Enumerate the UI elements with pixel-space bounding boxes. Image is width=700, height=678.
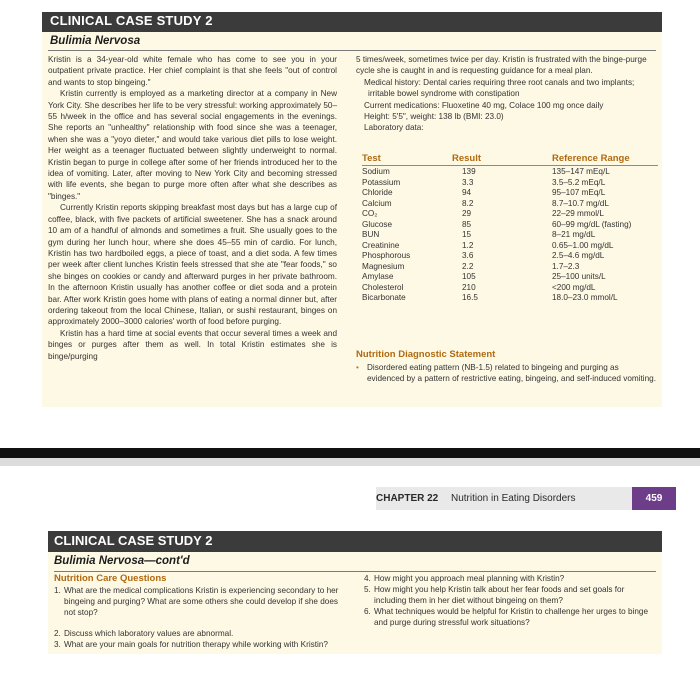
lab-reference-range: 8.7–10.7 mg/dL [552, 198, 609, 208]
lab-result: 2.2 [462, 261, 474, 271]
lab-test-name: Bicarbonate [362, 293, 406, 302]
chapter-label: CHAPTER 22 [376, 493, 439, 504]
narrative-paragraph: 5 times/week, sometimes twice per day. Kristin is frustrated with the binge-purge cycle she is caught in and is requesting guidance for a meal plan. [356, 55, 647, 76]
lab-result: 29 [462, 209, 472, 218]
lab-data-table [362, 153, 658, 304]
height-weight: Height: 5'5", weight: 138 lb (BMI: 23.0) [364, 112, 504, 122]
column-header-result: Result [440, 153, 552, 166]
table-row [362, 166, 658, 178]
table-header-row [362, 153, 658, 166]
divider [54, 571, 656, 572]
lab-reference-range: 95–107 mEq/L [552, 188, 606, 197]
lab-result: 1.2 [462, 240, 474, 250]
case-study-continued-title: CLINICAL CASE STUDY 2 [54, 533, 213, 548]
lab-result: 3.3 [462, 177, 474, 187]
question-number: 2. [54, 629, 61, 638]
lab-result: 16.5 [462, 293, 478, 302]
lab-reference-range: 22–29 mmol/L [552, 209, 604, 218]
table-row [362, 262, 658, 273]
chapter-title: Nutrition in Eating Disorders [451, 493, 576, 504]
question-number: 5. [364, 585, 371, 594]
lab-reference-range: 25–100 units/L [552, 272, 606, 281]
lab-reference-range: 1.7–2.3 [552, 261, 580, 271]
lab-test-name: Potassium [362, 177, 401, 187]
question-text: What are the medical complications Kristin is experiencing secondary to her bingeing and purging? What are some others she could develop if she does not stop? [64, 586, 339, 617]
nutrition-care-questions-title: Nutrition Care Questions [54, 573, 167, 584]
table-row [362, 220, 658, 231]
case-study-subtitle: Bulimia Nervosa [50, 35, 141, 47]
page-number: 459 [632, 487, 676, 510]
lab-reference-range: 3.5–5.2 mEq/L [552, 177, 606, 187]
question-item [54, 628, 342, 639]
nutrition-diagnostic-statement [356, 362, 656, 385]
lab-reference-range: <200 mg/dL [552, 282, 596, 292]
question-number: 3. [54, 640, 61, 649]
lab-test-name: Glucose [362, 219, 393, 229]
lab-reference-range: 0.65–1.00 mg/dL [552, 240, 614, 250]
lab-test-name: Sodium [362, 167, 390, 176]
page-break-shadow [0, 458, 700, 466]
lab-result: 139 [462, 167, 476, 176]
column-header-test: Test [362, 153, 440, 166]
nutrition-diagnostic-statement-title: Nutrition Diagnostic Statement [356, 349, 496, 360]
lab-result: 105 [462, 272, 476, 281]
question-item [364, 606, 656, 628]
lab-test-name: CO₂ [362, 209, 378, 218]
page-break-band [0, 448, 700, 458]
question-item [54, 585, 342, 618]
lab-test-name: Chloride [362, 188, 393, 197]
narrative-paragraph: Kristin is a 34-year-old white female who has come to see you in your outpatient private practice. Her chief complaint is that she feels "out of control and wants to stop bingeing." [48, 55, 337, 87]
lab-reference-range: 8–21 mg/dL [552, 230, 596, 239]
question-item [364, 573, 656, 584]
question-number: 4. [364, 574, 371, 583]
table-row [362, 251, 658, 262]
narrative-paragraph: Kristin currently is employed as a marketing director at a company in New York City. She describes her life to be very stressful: working approximately 50–55 h/week in the office and has several social engagements in the evenings. She reports an "unhealthy" relationship with food since she was a teenager, when she was a "yoyo dieter," and would take various diet pills to lose weight. Her weight as a teenager fluctuated between slightly underweight to normal. Kristin began to purge in college after some of her friends introduced her to the idea of vomiting. Later, after moving to New York City and becoming stressed with life events, she began to purge more often after what she describes as "binges." [48, 89, 337, 201]
case-narrative-right-column [356, 54, 658, 134]
table-row [362, 188, 658, 199]
lab-reference-range: 135–147 mEq/L [552, 167, 610, 176]
lab-reference-range: 60–99 mg/dL (fasting) [552, 219, 632, 229]
question-text: Discuss which laboratory values are abnormal. [64, 629, 234, 638]
narrative-paragraph: Currently Kristin reports skipping breakfast most days but has a large cup of coffee, black, with five packets of artificial sweetener. She has a snack around 10 am of a handful of almonds and sometimes a fruit. She usually goes to the gym during her lunch hour, where she does 45–55 min of cardio. For lunch, Kristin has two hardboiled eggs, a piece of toast, and a diet soda. A few times per week after client lunches Kristin feels stressed that she ate "fear foods," so she binges on cookies or candy and afterward purges in her private bathroom. In the afternoon Kristin usually has another coffee or diet soda and a protein bar. After work Kristin goes home with plans of eating a normal dinner but, after ordering takeout from the local Chinese, Italian, or sushi restaurant, binges on approximately 2000–3000 calories' worth of food before purging. [48, 203, 337, 327]
current-medications: Current medications: Fluoxetine 40 mg, Colace 100 mg once daily [364, 100, 604, 110]
table-row [362, 293, 658, 304]
question-number: 1. [54, 586, 61, 595]
table-row [362, 178, 658, 189]
question-item [364, 584, 656, 606]
lab-test-name: Amylase [362, 272, 394, 281]
bullet-icon: • [356, 363, 359, 372]
lab-result: 8.2 [462, 198, 474, 208]
table-row [362, 272, 658, 283]
lab-reference-range: 18.0–23.0 mmol/L [552, 293, 618, 302]
lab-test-name: Cholesterol [362, 282, 404, 292]
lab-result: 85 [462, 219, 472, 229]
divider [48, 50, 656, 51]
question-text: What techniques would be helpful for Kristin to challenge her urges to binge and purge during stressful work situations? [374, 607, 648, 627]
lab-test-name: Creatinine [362, 240, 400, 250]
lab-test-name: Phosphorous [362, 251, 411, 260]
question-text: How might you approach meal planning with Kristin? [374, 574, 565, 583]
table-row [362, 241, 658, 252]
table-row [362, 209, 658, 220]
column-header-reference-range: Reference Range [552, 153, 658, 166]
nds-text: Disordered eating pattern (NB-1.5) related to bingeing and purging as evidenced by a pattern of restrictive eating, bingeing, and self-induced vomiting. [367, 363, 657, 384]
case-narrative-left-column [48, 54, 337, 362]
table-row [362, 230, 658, 241]
table-row [362, 283, 658, 294]
lab-result: 3.6 [462, 251, 474, 260]
question-text: How might you help Kristin talk about her fear foods and set goals for including them in her diet without bingeing on them? [374, 585, 625, 605]
lab-result: 210 [462, 282, 476, 292]
case-study-title: CLINICAL CASE STUDY 2 [50, 13, 213, 28]
lab-result: 15 [462, 230, 472, 239]
lab-result: 94 [462, 188, 472, 197]
lab-data-label: Laboratory data: [364, 123, 424, 133]
medical-history: Medical history: Dental caries requiring three root canals and two implants; irritable bowel syndrome with constipation [364, 77, 635, 99]
question-text: What are your main goals for nutrition therapy while working with Kristin? [64, 640, 328, 649]
table-row [362, 199, 658, 210]
lab-test-name: BUN [362, 230, 380, 239]
lab-test-name: Calcium [362, 198, 392, 208]
question-number: 6. [364, 607, 371, 616]
lab-reference-range: 2.5–4.6 mg/dL [552, 251, 605, 260]
narrative-paragraph: Kristin has a hard time at social events that occur several times a week and binges or purges after them as well. In total Kristin estimates she is binge/purging [48, 328, 337, 361]
case-study-continued-subtitle: Bulimia Nervosa—cont'd [54, 555, 190, 567]
lab-test-name: Magnesium [362, 261, 405, 271]
question-item [54, 639, 344, 650]
